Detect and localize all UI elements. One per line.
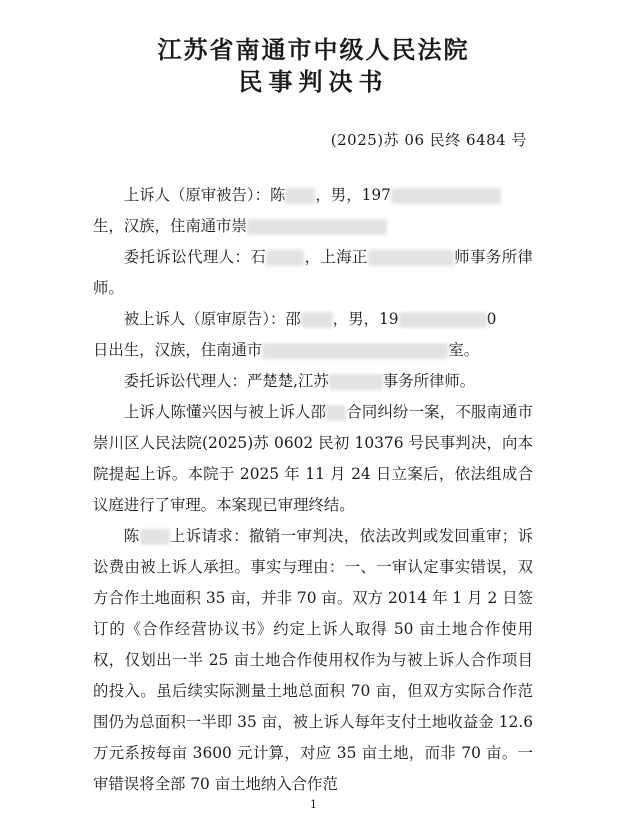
page-number: 1 — [310, 798, 317, 811]
redaction-mark — [266, 250, 304, 266]
appellant-agent-text-2: 上海正 — [320, 248, 368, 266]
appellant-agent-text-3: 师事务所律师。 — [93, 248, 533, 297]
appellee-agent-text-1: 委托诉讼代理人：严楚楚,江苏 — [123, 372, 329, 390]
redaction-mark — [368, 250, 454, 266]
redaction-mark — [285, 188, 315, 204]
appellant-text-1: 上诉人（原审被告）：陈 — [123, 186, 286, 204]
appellant-agent-text-1: 委托诉讼代理人：石 — [123, 248, 267, 266]
document-body — [93, 180, 533, 800]
appellant-text-3: 生，汉族，住南通市崇 — [93, 217, 247, 235]
court-name: 江苏省南通市中级人民法院 — [157, 35, 470, 64]
appeal-text-1: 陈 — [123, 527, 140, 545]
appellee-text-2: ，男，19 — [332, 310, 399, 328]
appeal-text-2: 上诉请求：撤销一审判决，依法改判或发回重审；诉讼费由被上诉人承担。事实与理由：一、一审认定事实错误，双方合作土地面积 35 亩，并非 70 亩。双方 2014 年 1 月 2 日签订的《合作经营协议书》约定上诉人取得 50 亩土地合作使用权，仅划出一半 25 亩土地合作使用权作为与被上诉人合作项目的投入。虽后续实际测量土地总面积 70 亩，但双方实际合作范围仍为总面积一半即 35 亩，被上诉人每年支付土地收益金 12.6 万元系按每亩 3600 元计算，对应 35 亩土地，而非 70 亩。一审错误将全部 70 亩土地纳入合作范 — [93, 527, 533, 793]
appellant-paragraph — [93, 180, 533, 242]
case-number: (2025)苏 06 民终 6484 号 — [330, 131, 527, 149]
redaction-mark — [247, 219, 387, 235]
appellee-agent-paragraph — [93, 366, 533, 397]
appeal-paragraph — [93, 521, 533, 800]
appellant-agent-paragraph: 委托诉讼代理人：石 ，上海正 师事务所律师。 — [93, 248, 533, 297]
redaction-mark — [262, 343, 448, 359]
appellant-text-2: ，男，197 — [315, 186, 391, 204]
appellee-text-1: 被上诉人（原审原告）：邵 — [123, 310, 301, 328]
appellee-text-4: 日出生，汉族，住南通市 — [93, 341, 263, 359]
appellee-paragraph — [93, 304, 533, 366]
document-type: 民事判决书 — [238, 67, 389, 96]
redaction-mark — [391, 188, 501, 204]
redaction-mark — [301, 312, 333, 328]
appellee-text-5: 室。 — [448, 341, 480, 359]
appellee-text-3: 0 — [486, 310, 497, 328]
case-intro-text-2: 合同纠纷一案，不服南通市崇川区人民法院(2025)苏 0602 民初 10376 号民事判决，向本院提起上诉。本院于 2025 年 11 月 24 日立案后，依法组成合议庭进行了审理。本案现已审理终结。 — [93, 403, 533, 514]
appellee-agent-text-2: 事务所律师。 — [382, 372, 476, 390]
redaction-mark — [140, 529, 170, 545]
redaction-mark — [329, 374, 383, 390]
case-intro-paragraph — [93, 397, 533, 521]
redaction-mark — [326, 405, 346, 421]
redaction-mark — [399, 312, 487, 328]
case-intro-text-1: 上诉人陈懂兴因与被上诉人邵 — [123, 403, 327, 421]
